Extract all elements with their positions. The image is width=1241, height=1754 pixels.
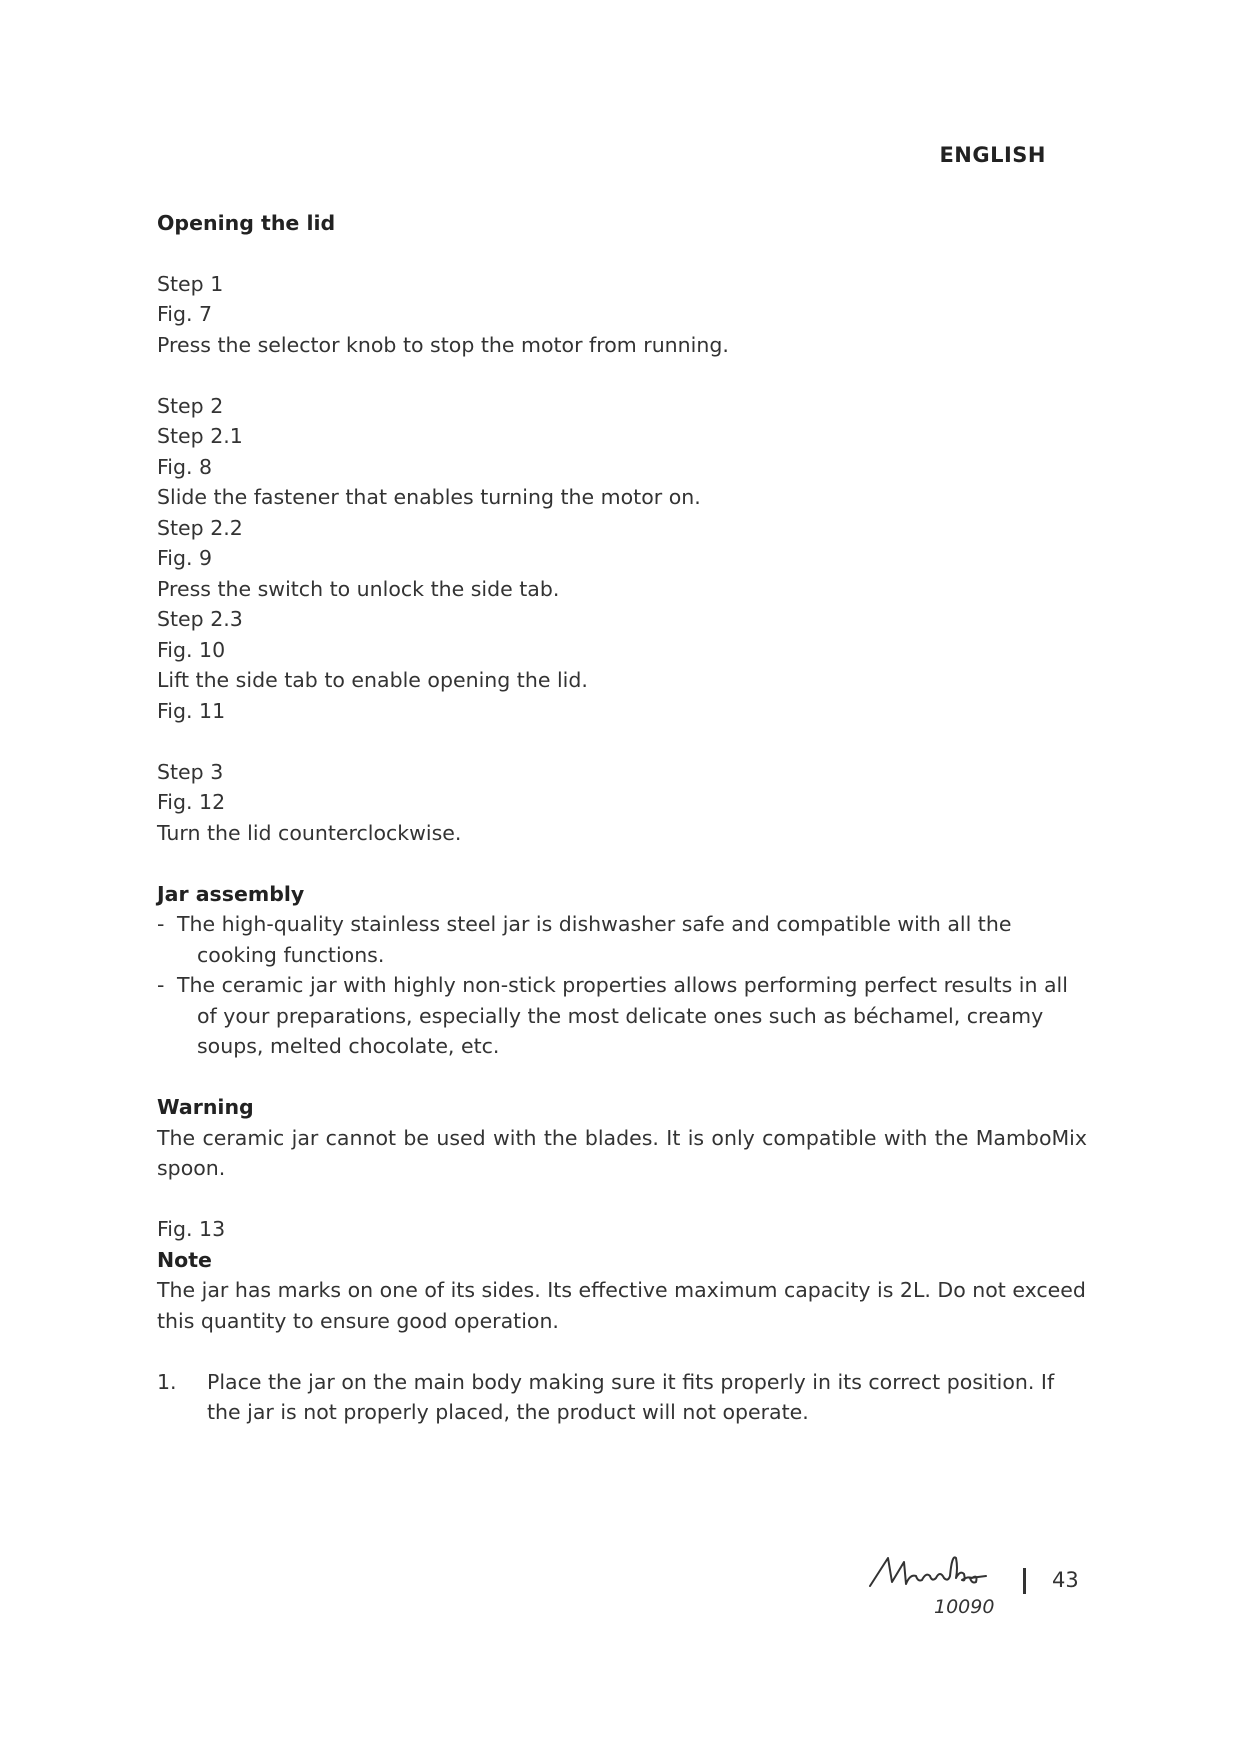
step-text: Slide the fastener that enables turning the motor on. [157, 485, 701, 509]
mambo-logo-icon [860, 1548, 1020, 1598]
step-text: Turn the lid counterclockwise. [157, 820, 462, 845]
language-label: ENGLISH [939, 143, 1046, 167]
section-title-warning: Warning [157, 1095, 254, 1119]
footer-divider [1023, 1568, 1026, 1594]
list-item [157, 909, 1087, 970]
model-number: 10090 [934, 1596, 995, 1618]
step-text: Lift the side tab to enable opening the lid. [157, 668, 588, 692]
item-number: 1. [157, 1369, 177, 1394]
item-text: Place the jar on the main body making sure it fits properly in its correct position. If the jar is not properly placed, the product will not operate. [207, 1369, 1055, 1424]
figure-ref: Fig. 10 [157, 637, 226, 662]
figure-ref: Fig. 9 [157, 546, 213, 570]
page-footer [860, 1548, 1100, 1618]
step-text: Press the selector knob to stop the motor from running. [157, 332, 729, 357]
section-title-jar-assembly: Jar assembly [157, 881, 305, 906]
dash-bullet: - [157, 912, 165, 936]
figure-ref: Fig. 11 [157, 698, 226, 723]
figure-ref: Fig. 13 [157, 1217, 226, 1241]
step-label: Step 3 [157, 759, 224, 784]
list-item [157, 970, 1087, 1062]
step-label: Step 2 [157, 393, 224, 418]
page-number: 43 [1052, 1568, 1079, 1592]
substep-label: Step 2.2 [157, 515, 243, 540]
dash-bullet: - [157, 973, 165, 997]
figure-ref: Fig. 8 [157, 454, 213, 479]
list-item-text: The ceramic jar with highly non-stick properties allows performing perfect results in all of your preparations, especially the most delicate ones such as béchamel, creamy soups, melted chocolate, etc. [177, 973, 1068, 1058]
figure-ref: Fig. 7 [157, 302, 213, 326]
figure-ref: Fig. 12 [157, 790, 226, 814]
section-title-opening-lid: Opening the lid [157, 211, 336, 235]
step-label: Step 1 [157, 271, 224, 296]
numbered-item [157, 1367, 1087, 1428]
substep-label: Step 2.1 [157, 424, 243, 448]
note-text: The jar has marks on one of its sides. Its effective maximum capacity is 2L. Do not exceed this quantity to ensure good operation. [157, 1278, 1086, 1333]
substep-label: Step 2.3 [157, 607, 243, 631]
step-text: Press the switch to unlock the side tab. [157, 576, 560, 601]
list-item-text: The high-quality stainless steel jar is dishwasher safe and compatible with all the cooking functions. [177, 912, 1012, 967]
page-content [157, 208, 1087, 1428]
warning-text: The ceramic jar cannot be used with the blades. It is only compatible with the MamboMix spoon. [157, 1125, 1087, 1180]
section-title-note: Note [157, 1247, 212, 1272]
